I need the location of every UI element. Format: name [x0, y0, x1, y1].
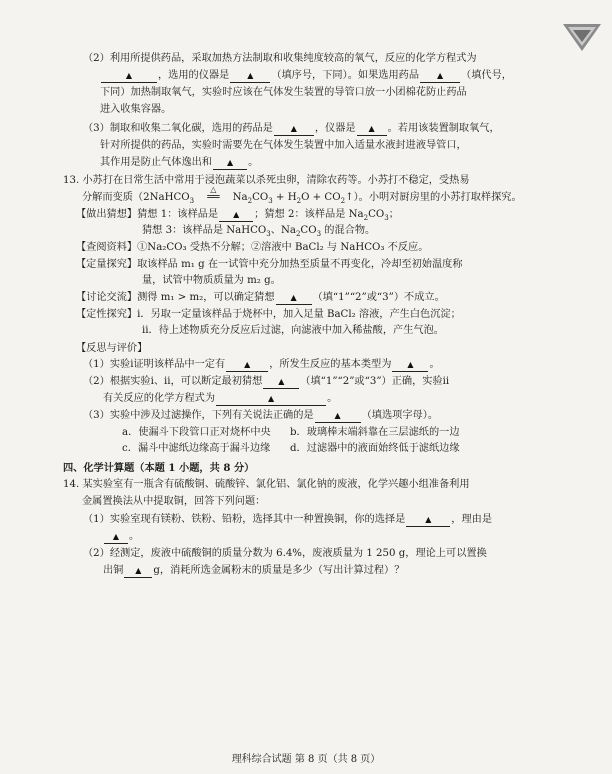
q14-part1-line1: （1）实验室现有镁粉、铁粉、铅粉，选择其中一种置换铜，你的选择是 ▲ ，理由是	[83, 514, 493, 525]
q13-quantitative-line2: 量，试管中物质质量为 m₂ g。	[142, 275, 281, 286]
answer-blank[interactable]: ▲	[315, 410, 361, 423]
answer-blank[interactable]: ▲	[219, 209, 253, 222]
q13-guess-line2: 猜想 3：该样品是 NaHCO$_3$、$Na_2CO_3$ 的混合物。	[142, 225, 376, 239]
q13-options-row2	[122, 442, 588, 456]
q14-part2-line2: 出铜 ▲ g，消耗所选金属粉末的质量是多少（写出计算过程）？	[103, 565, 405, 576]
q14-part1-line2: ▲ 。	[103, 530, 588, 544]
section-4-title: 四、化学计算题（本题 1 小题，共 8 分）	[63, 462, 255, 474]
answer-blank[interactable]: ▲	[274, 123, 314, 136]
q12-part2-line2: ▲ ，选用的仪器是 ▲ （填序号，下同）。如果选用药品 ▲ （填代号，	[100, 69, 588, 83]
q13-reflection-2-line1: （2）根据实验ⅰ、ⅱ，可以断定最初猜想 ▲ （填“1”“2”或“3”）正确，实验ⅱ	[83, 376, 450, 387]
q12-part2-line4: 进入收集容器。	[100, 104, 172, 115]
option-c[interactable]: c．漏斗中滤纸边缘高于漏斗边缘	[122, 443, 271, 454]
q12-part3-line1: （3）制取和收集二氧化碳，选用的药品是 ▲ ，仪器是 ▲ 。若用该装置制取氧气，	[83, 123, 500, 134]
q13-reflection-heading: 【反思与评价】	[76, 343, 148, 354]
answer-blank[interactable]: ▲	[276, 292, 312, 305]
q14-intro-line2: 金属置换法从中提取铜，回答下列问题：	[82, 496, 266, 507]
q14-intro-line1: 14. 某实验室有一瓶含有硫酸铜、硫酸锌、氯化铝、氯化钠的废液，化学兴趣小组准备利用	[63, 479, 470, 490]
q14-part2-line1: （2）经测定，废液中硫酸铜的质量分数为 6.4%，废液质量为 1 250 g，理论上可以置换	[83, 548, 487, 559]
option-a[interactable]: a．使漏斗下段管口正对烧杯中央	[122, 427, 271, 438]
q13-quantitative-line1: 【定量探究】取该样品 m₁ g 在一试管中充分加热至质量不再变化，冷却至初始温度称	[76, 259, 463, 270]
q13-reflection-2-line2: 有关反应的化学方程式为 ▲ 。	[103, 393, 338, 404]
q13-qualitative-line2: ⅱ．待上述物质充分反应后过滤，向滤液中加入稀盐酸，产生气泡。	[142, 325, 444, 336]
corner-logo-icon	[562, 22, 602, 52]
answer-blank[interactable]: ▲	[263, 376, 299, 389]
answer-blank[interactable]: ▲	[104, 531, 128, 544]
q13-qualitative-line1: 【定性探究】ⅰ．另取一定量该样品于烧杯中，加入足量 BaCl₂ 溶液，产生白色沉淀；	[76, 309, 461, 320]
answer-blank[interactable]: ▲	[101, 70, 157, 83]
answer-blank[interactable]: ▲	[406, 514, 450, 527]
option-d[interactable]: d．过滤器中的液面始终低于滤纸边缘	[290, 443, 460, 454]
answer-blank[interactable]: ▲	[213, 157, 247, 170]
page-footer: 理科综合试题 第 8 页（共 8 页）	[231, 754, 381, 765]
q13-reflection-3: （3）实验中涉及过滤操作，下列有关说法正确的是 ▲ （填选项字母）。	[83, 410, 439, 421]
q13-reference: 【查阅资料】①Na₂CO₃ 受热不分解；②溶液中 BaCl₂ 与 NaHCO₃ 不反应。	[76, 242, 429, 253]
answer-blank[interactable]: ▲	[216, 393, 326, 406]
answer-blank[interactable]: ▲	[420, 70, 460, 83]
answer-blank[interactable]: ▲	[230, 70, 270, 83]
q12-part2-line3: 下同）加热制取氧气，实验时应该在气体发生装置的导管口放一小团棉花防止药品	[100, 87, 467, 98]
q13-guess-line1: 【做出猜想】猜想 1：该样品是 ▲ ；猜想 2：该样品是 $Na_2CO_3$；	[76, 209, 399, 223]
answer-blank[interactable]: ▲	[392, 359, 428, 372]
answer-blank[interactable]: ▲	[357, 123, 387, 136]
q12-part2-line1: （2）利用所提供药品，采取加热方法制取和收集纯度较高的氧气，反应的化学方程式为	[83, 53, 477, 64]
q13-intro-line2: 分解而变质（2NaHCO$_3$ △ ══ $Na_2CO_3 + H_2O$ + $CO_2↑$）。小明对厨房里的小苏打取样探究。	[82, 185, 522, 206]
option-b[interactable]: b．玻璃棒末端斜靠在三层滤纸的一边	[290, 427, 460, 438]
q12-part3-line2: 针对所提供的药品，实验时需要先在气体发生装置中加入适量水液封进液导管口，	[100, 140, 467, 151]
q13-reflection-1: （1）实验ⅰ证明该样品中一定有 ▲ ，所发生反应的基本类型为 ▲ 。	[83, 359, 440, 370]
q12-part3-line3: 其作用是防止气体逸出和 ▲ 。	[100, 157, 259, 168]
q13-discussion: 【讨论交流】测得 m₁ > m₂，可以确定猜想 ▲ （填“1”“2”或“3”）不成立。	[76, 292, 445, 303]
answer-blank[interactable]: ▲	[124, 565, 152, 578]
answer-blank[interactable]: ▲	[226, 359, 268, 372]
q13-options-row1	[122, 426, 588, 440]
q13-intro-line1: 13. 小苏打在日常生活中常用于浸泡蔬菜以杀死虫卵，清除农药等。小苏打不稳定，受热易	[63, 175, 470, 186]
heat-arrow: △ ══	[207, 185, 220, 203]
